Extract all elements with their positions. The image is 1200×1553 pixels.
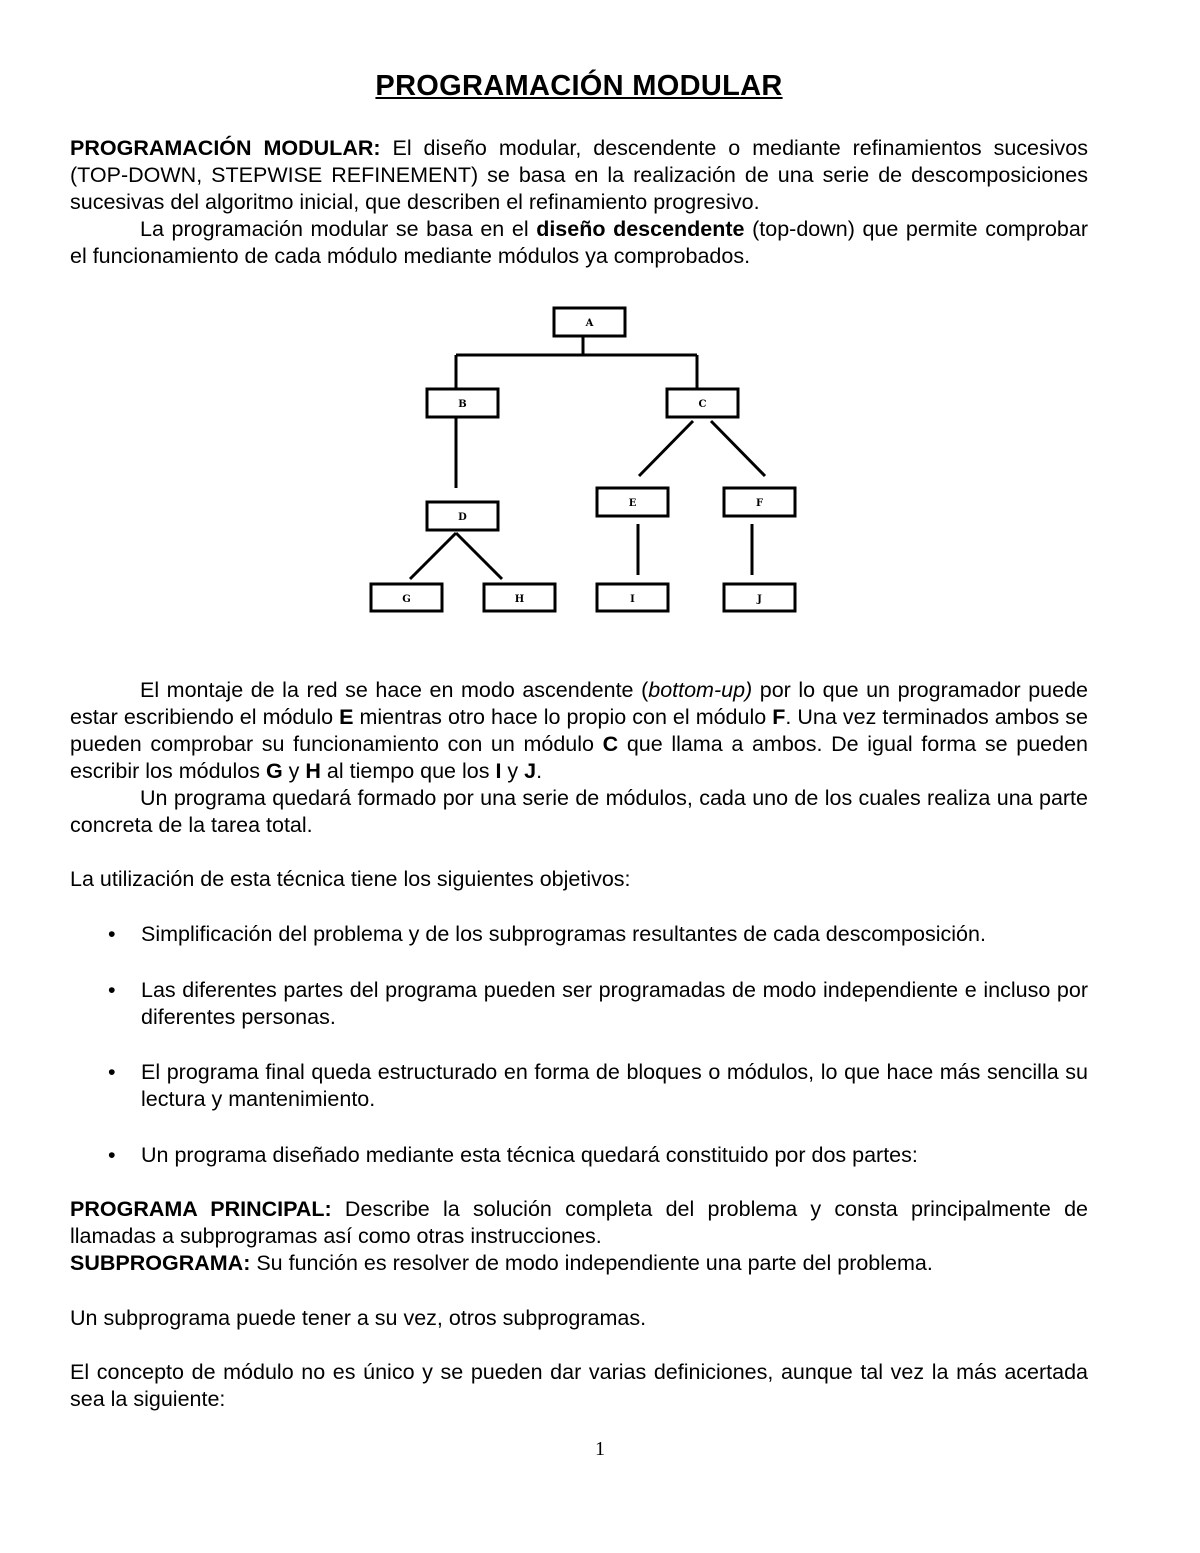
module-h-bold: H [305, 759, 321, 783]
bottom-up-text-2: por lo que un programador puede estar escribiendo el módulo [70, 678, 1089, 729]
node-h-label: H [514, 594, 525, 605]
node-d [427, 502, 498, 530]
list-item [70, 1142, 1088, 1169]
bottom-up-text-7: al tiempo que los [320, 759, 496, 783]
bottom-up-text-8: y [501, 759, 525, 783]
list-item [70, 977, 1088, 1031]
module-g-bold: G [265, 759, 283, 783]
module-j-bold: J [524, 759, 537, 783]
module-c-bold: C [602, 732, 619, 756]
bullet-icon: • [108, 922, 116, 946]
node-g [371, 584, 442, 611]
intro-label: PROGRAMACIÓN MODULAR: [70, 136, 381, 160]
bottom-up-italic: bottom-up) [648, 678, 753, 702]
node-d-label: D [458, 512, 467, 523]
page-title: PROGRAMACIÓN MODULAR [375, 70, 783, 102]
module-concept-paragraph: El concepto de módulo no es único y se pueden dar varias definiciones, aunque tal vez la más acertada sea la siguiente: [70, 1360, 1088, 1411]
top-down-text-end: (top-down) que permite comprobar el funcionamiento de cada módulo mediante módulos ya comprobados. [70, 217, 1088, 268]
bullet-icon: • [108, 978, 116, 1002]
bottom-up-text-9: . [536, 759, 543, 783]
intro-text: El diseño modular, descendente o mediante refinamientos sucesivos (TOP-DOWN, STEPWISE REFINEMENT) se basa en la realización de una serie de descomposiciones sucesivas del algoritmo inicial, que describen el refinamiento progresivo. [70, 136, 1088, 214]
module-i-bold: I [495, 759, 502, 783]
node-j-label: J [757, 594, 762, 605]
edge-d-g [410, 533, 456, 579]
bottom-up-text-4: . Una vez terminados ambos se pueden comprobar su funcionamiento con un módulo [70, 705, 1088, 756]
module-tree-diagram [0, 0, 1200, 640]
bottom-up-text-3: mientras otro hace lo propio con el módulo [353, 705, 773, 729]
subprogram-label: SUBPROGRAMA: [70, 1251, 251, 1275]
subprogram-text: Su función es resolver de modo independiente una parte del problema. [250, 1251, 933, 1275]
node-b-label: B [458, 399, 467, 410]
node-g-label: G [402, 594, 411, 605]
objectives-intro: La utilización de esta técnica tiene los siguientes objetivos: [70, 867, 631, 891]
top-down-text-start: La programación modular se basa en el [140, 217, 537, 241]
node-f-label: F [755, 498, 764, 509]
node-j [724, 584, 795, 611]
list-item-text: Simplificación del problema y de los subprogramas resultantes de cada descomposición. [141, 922, 986, 946]
bullet-icon: • [108, 1060, 116, 1084]
program-structure-paragraph: Un programa quedará formado por una serie de módulos, cada uno de los cuales realiza una parte concreta de la tarea total. [70, 786, 1088, 837]
main-program-paragraph [70, 1196, 1088, 1250]
list-item-text: El programa final queda estructurado en forma de bloques o módulos, lo que hace más sencilla su lectura y mantenimiento. [141, 1060, 1088, 1111]
list-item [70, 1059, 1088, 1113]
bottom-up-paragraph [70, 677, 1088, 785]
node-a-label: A [585, 318, 594, 329]
node-e-label: E [628, 498, 637, 509]
list-item-text: Las diferentes partes del programa pueden ser programadas de modo independiente e incluso por diferentes personas. [141, 978, 1088, 1029]
edge-d-h [456, 533, 502, 579]
bottom-up-text-1: El montaje de la red se hace en modo ascendente ( [140, 678, 649, 702]
list-item-text: Un programa diseñado mediante esta técnica quedará constituido por dos partes: [141, 1143, 918, 1167]
edge-c-f [711, 421, 765, 476]
top-down-bold-term: diseño descendente [536, 217, 745, 241]
bottom-up-text-5: que llama a ambos. De igual forma se pueden escribir los módulos [70, 732, 1088, 783]
node-a [554, 308, 625, 336]
node-f [724, 488, 795, 516]
module-f-bold: F [772, 705, 786, 729]
node-b [427, 389, 498, 417]
subprogram-nesting-paragraph: Un subprograma puede tener a su vez, otros subprogramas. [70, 1306, 647, 1330]
bullet-icon: • [108, 1143, 116, 1167]
subprogram-paragraph [70, 1250, 1088, 1277]
module-e-bold: E [339, 705, 354, 729]
page-number: 1 [595, 1438, 605, 1460]
node-c [667, 389, 738, 417]
bottom-up-text-6: y [282, 759, 306, 783]
main-program-label: PROGRAMA PRINCIPAL: [70, 1197, 332, 1221]
main-program-text: Describe la solución completa del problema y consta principalmente de llamadas a subprogramas así como otras instrucciones. [70, 1197, 1088, 1248]
node-i [597, 584, 668, 611]
node-h [484, 584, 555, 611]
list-item [70, 921, 1088, 948]
node-e [597, 488, 668, 516]
edge-c-e [639, 421, 693, 476]
node-c-label: C [698, 399, 707, 410]
node-i-label: I [630, 594, 635, 605]
